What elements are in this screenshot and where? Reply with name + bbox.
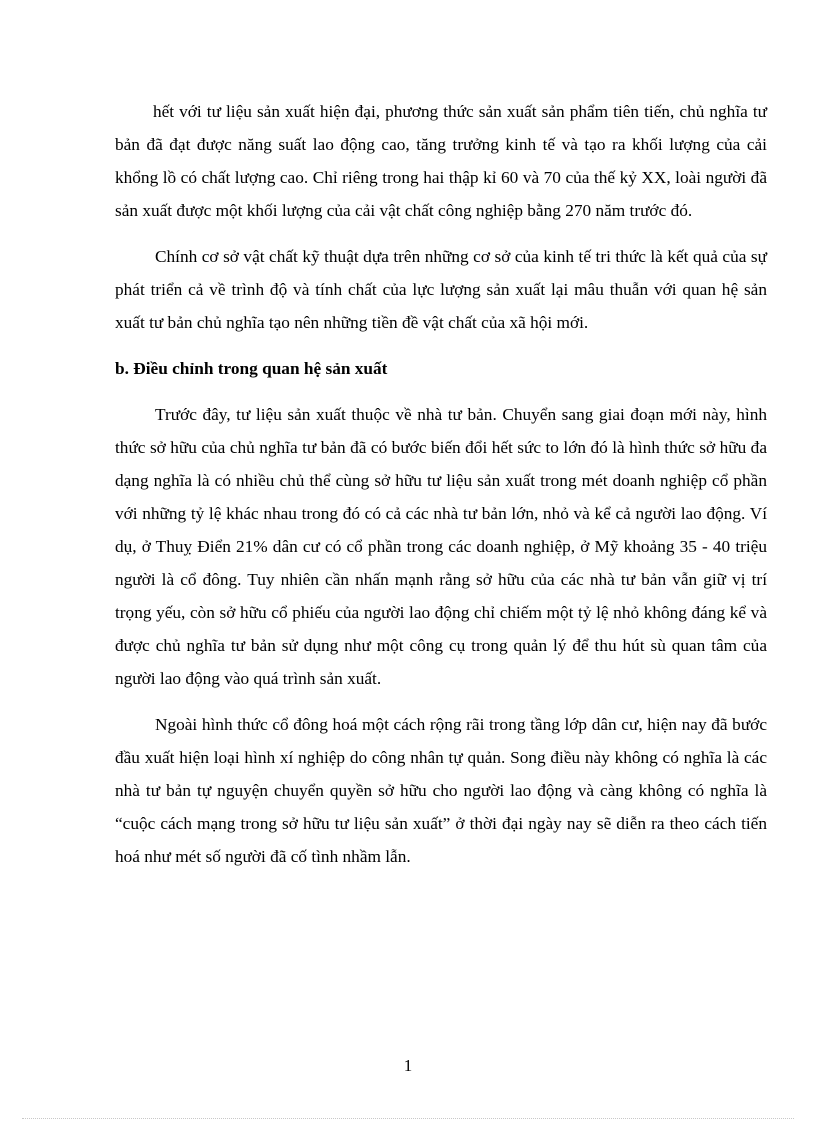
page-bottom-divider [22,1118,794,1119]
page-number: 1 [403,1056,413,1075]
paragraph: Chính cơ sở vật chất kỹ thuật dựa trên những cơ sở của kinh tế tri thức là kết quả của sự phát triển cả về trình độ và tính chất của lực lượng sản xuất lại mâu thuẫn với quan hệ sản xuất tư bản chủ nghĩa tạo nên những tiền đề vật chất của xã hội mới. [115,247,767,332]
document-body [115,95,767,886]
paragraph-continued: hết với tư liệu sản xuất hiện đại, phương thức sản xuất sản phẩm tiên tiến, chủ nghĩa tư bản đã đạt được năng suất lao động cao, tăng trưởng kinh tế và tạo ra khối lượng của cải khổng lồ có chất lượng cao. Chỉ riêng trong hai thập kỉ 60 và 70 của thế kỷ XX, loài người đã sản xuất được một khối lượng của cải vật chất công nghiệp bằng 270 năm trước đó. [115,102,767,220]
paragraph: Trước đây, tư liệu sản xuất thuộc về nhà tư bản. Chuyển sang giai đoạn mới này, hình thức sở hữu của chủ nghĩa tư bản đã có bước biến đổi hết sức to lớn đó là hình thức sở hữu đa dạng nghĩa là có nhiều chủ thể cùng sở hữu tư liệu sản xuất trong mét doanh nghiệp cổ phần với những tỷ lệ khác nhau trong đó có cả các nhà tư bản lớn, nhỏ và kể cả người lao động. Ví dụ, ở Thuỵ Điển 21% dân cư có cổ phần trong các doanh nghiệp, ở Mỹ khoảng 35 - 40 triệu người là cổ đông. Tuy nhiên cần nhấn mạnh rằng sở hữu của các nhà tư bản vẫn giữ vị trí trọng yếu, còn sở hữu cổ phiếu của người lao động chỉ chiếm một tỷ lệ nhỏ không đáng kể và được chủ nghĩa tư bản sử dụng như một công cụ trong quản lý để thu hút sù quan tâm của người lao động vào quá trình sản xuất. [115,405,767,688]
paragraph: Ngoài hình thức cổ đông hoá một cách rộng rãi trong tầng lớp dân cư, hiện nay đã bước đầu xuất hiện loại hình xí nghiệp do công nhân tự quản. Song điều này không có nghĩa là các nhà tư bản tự nguyện chuyển quyền sở hữu cho người lao động và càng không có nghĩa là “cuộc cách mạng trong sở hữu tư liệu sản xuất” ở thời đại ngày nay sẽ diễn ra theo cách tiến hoá như mét số người đã cố tình nhầm lẫn. [115,715,767,866]
section-heading: b. Điều chỉnh trong quan hệ sản xuất [115,359,388,378]
